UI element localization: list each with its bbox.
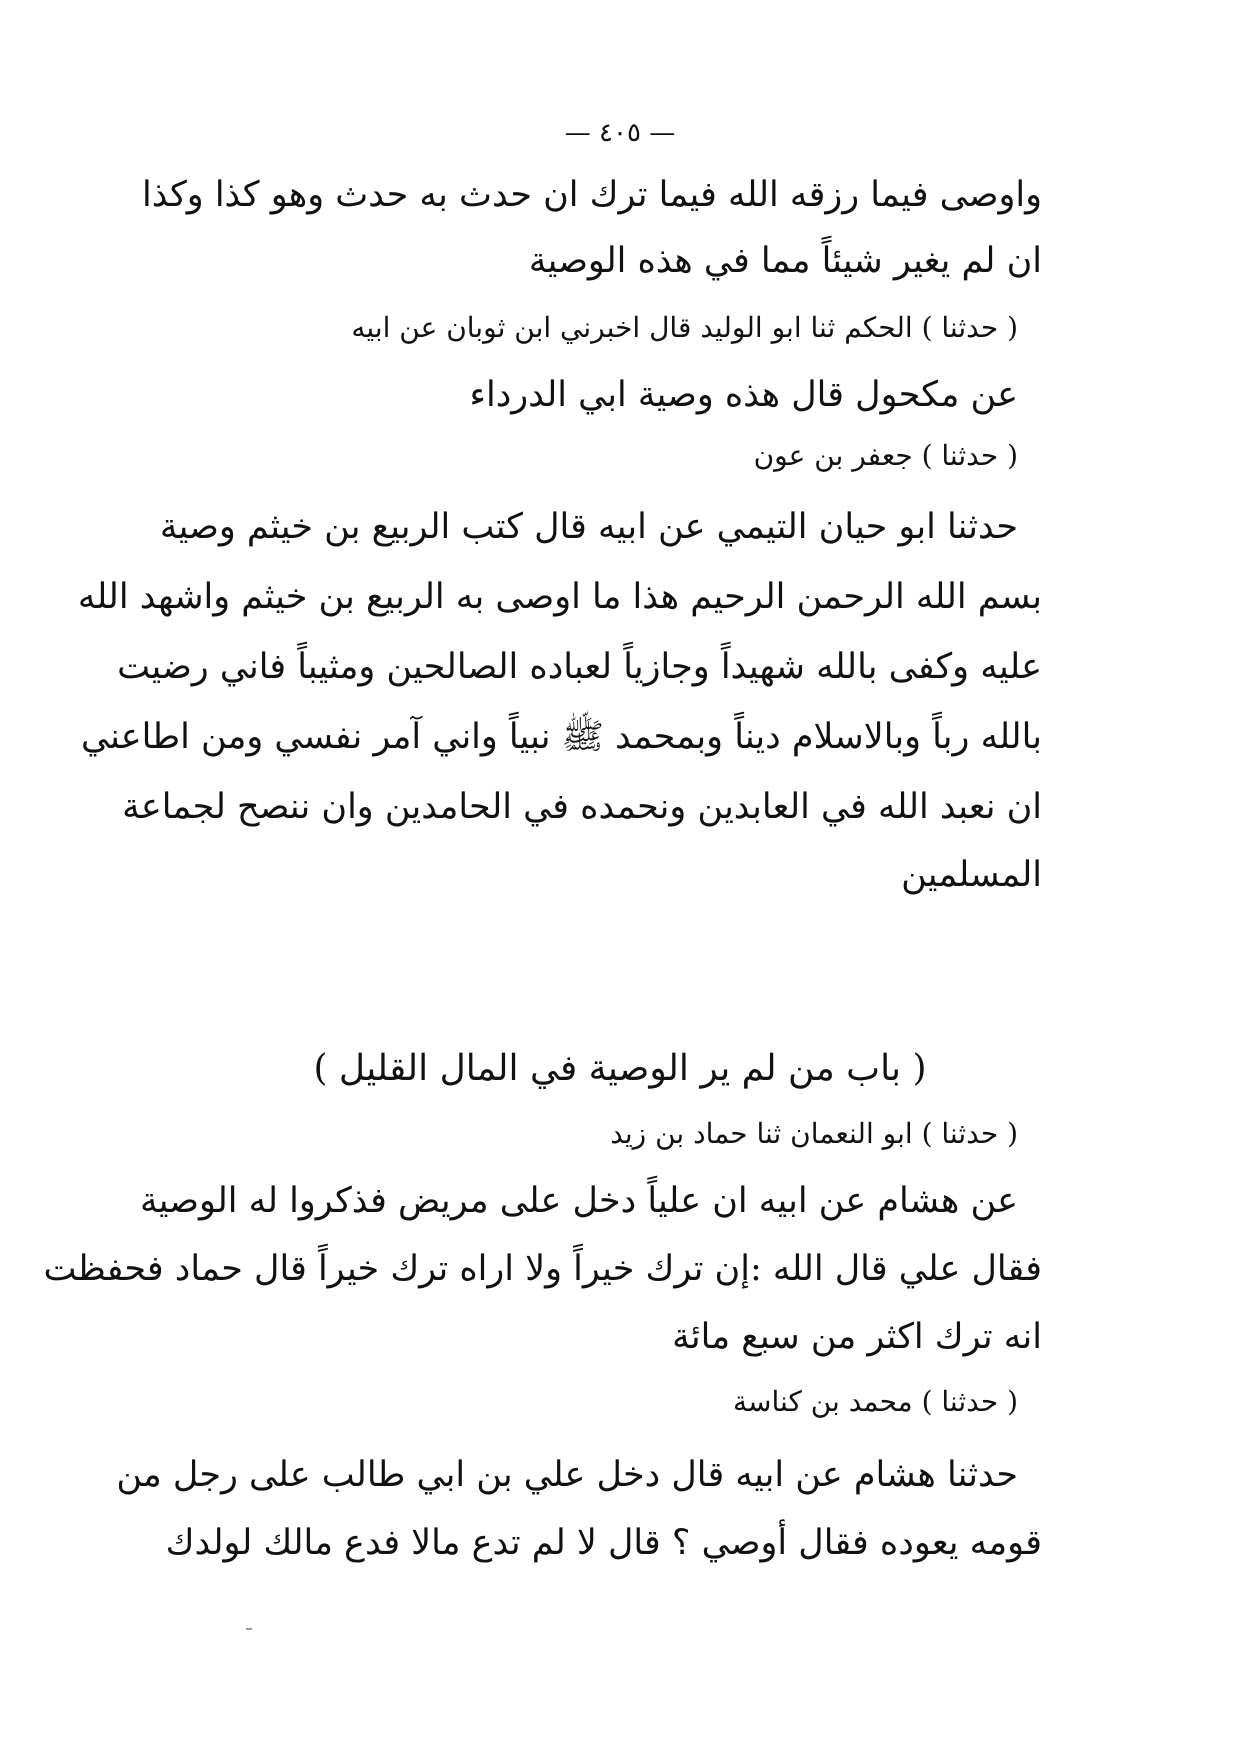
- page-number: — ٤٠٥ —: [564, 118, 676, 148]
- text-line-8: ان نعبد الله في العابدين ونحمده في الحامدين وان ننصح لجماعة: [122, 787, 1042, 827]
- isnad-line-3: ( حدثنا ) ابو النعمان ثنا حماد بن زيد: [610, 1117, 1018, 1150]
- text-line-12: انه ترك اكثر من سبع مائة: [672, 1317, 1042, 1357]
- isnad-line-2: ( حدثنا ) جعفر بن عون: [753, 439, 1018, 472]
- text-line-6: عليه وكفى بالله شهيداً وجازياً لعباده الصالحين ومثيباً فاني رضيت: [117, 647, 1042, 687]
- text-line-2: ان لم يغير شيئاً مما في هذه الوصية: [528, 241, 1042, 281]
- text-line-7: بالله رباً وبالاسلام ديناً وبمحمد ﷺ نبياً واني آمر نفسي ومن اطاعني: [80, 717, 1042, 757]
- chapter-title: ( باب من لم ير الوصية في المال القليل ): [313, 1048, 927, 1089]
- footer-mark: [246, 1628, 252, 1630]
- text-line-13: حدثنا هشام عن ابيه قال دخل علي بن ابي طالب على رجل من: [116, 1455, 1018, 1495]
- text-line-4: حدثنا ابو حيان التيمي عن ابيه قال كتب الربيع بن خيثم وصية: [159, 507, 1018, 547]
- text-line-14: قومه يعوده فقال أوصي ؟ قال لا لم تدع مالا فدع مالك لولدك: [165, 1523, 1042, 1563]
- text-line-9: المسلمين: [901, 855, 1042, 895]
- isnad-line-1: ( حدثنا ) الحكم ثنا ابو الوليد قال اخبرني ابن ثوبان عن ابيه: [351, 311, 1018, 344]
- text-line-1: واوصى فيما رزقه الله فيما ترك ان حدث به حدث وهو كذا وكذا: [142, 175, 1042, 215]
- isnad-line-4: ( حدثنا ) محمد بن كناسة: [733, 1385, 1018, 1418]
- text-line-10: عن هشام عن ابيه ان علياً دخل على مريض فذكروا له الوصية: [139, 1181, 1018, 1221]
- text-line-3: عن مكحول قال هذه وصية ابي الدرداء: [469, 375, 1018, 415]
- text-line-11: فقال علي قال الله :إن ترك خيراً ولا اراه ترك خيراً قال حماد فحفظت: [43, 1249, 1042, 1289]
- text-line-5: بسم الله الرحمن الرحيم هذا ما اوصى به الربيع بن خيثم واشهد الله: [77, 577, 1042, 617]
